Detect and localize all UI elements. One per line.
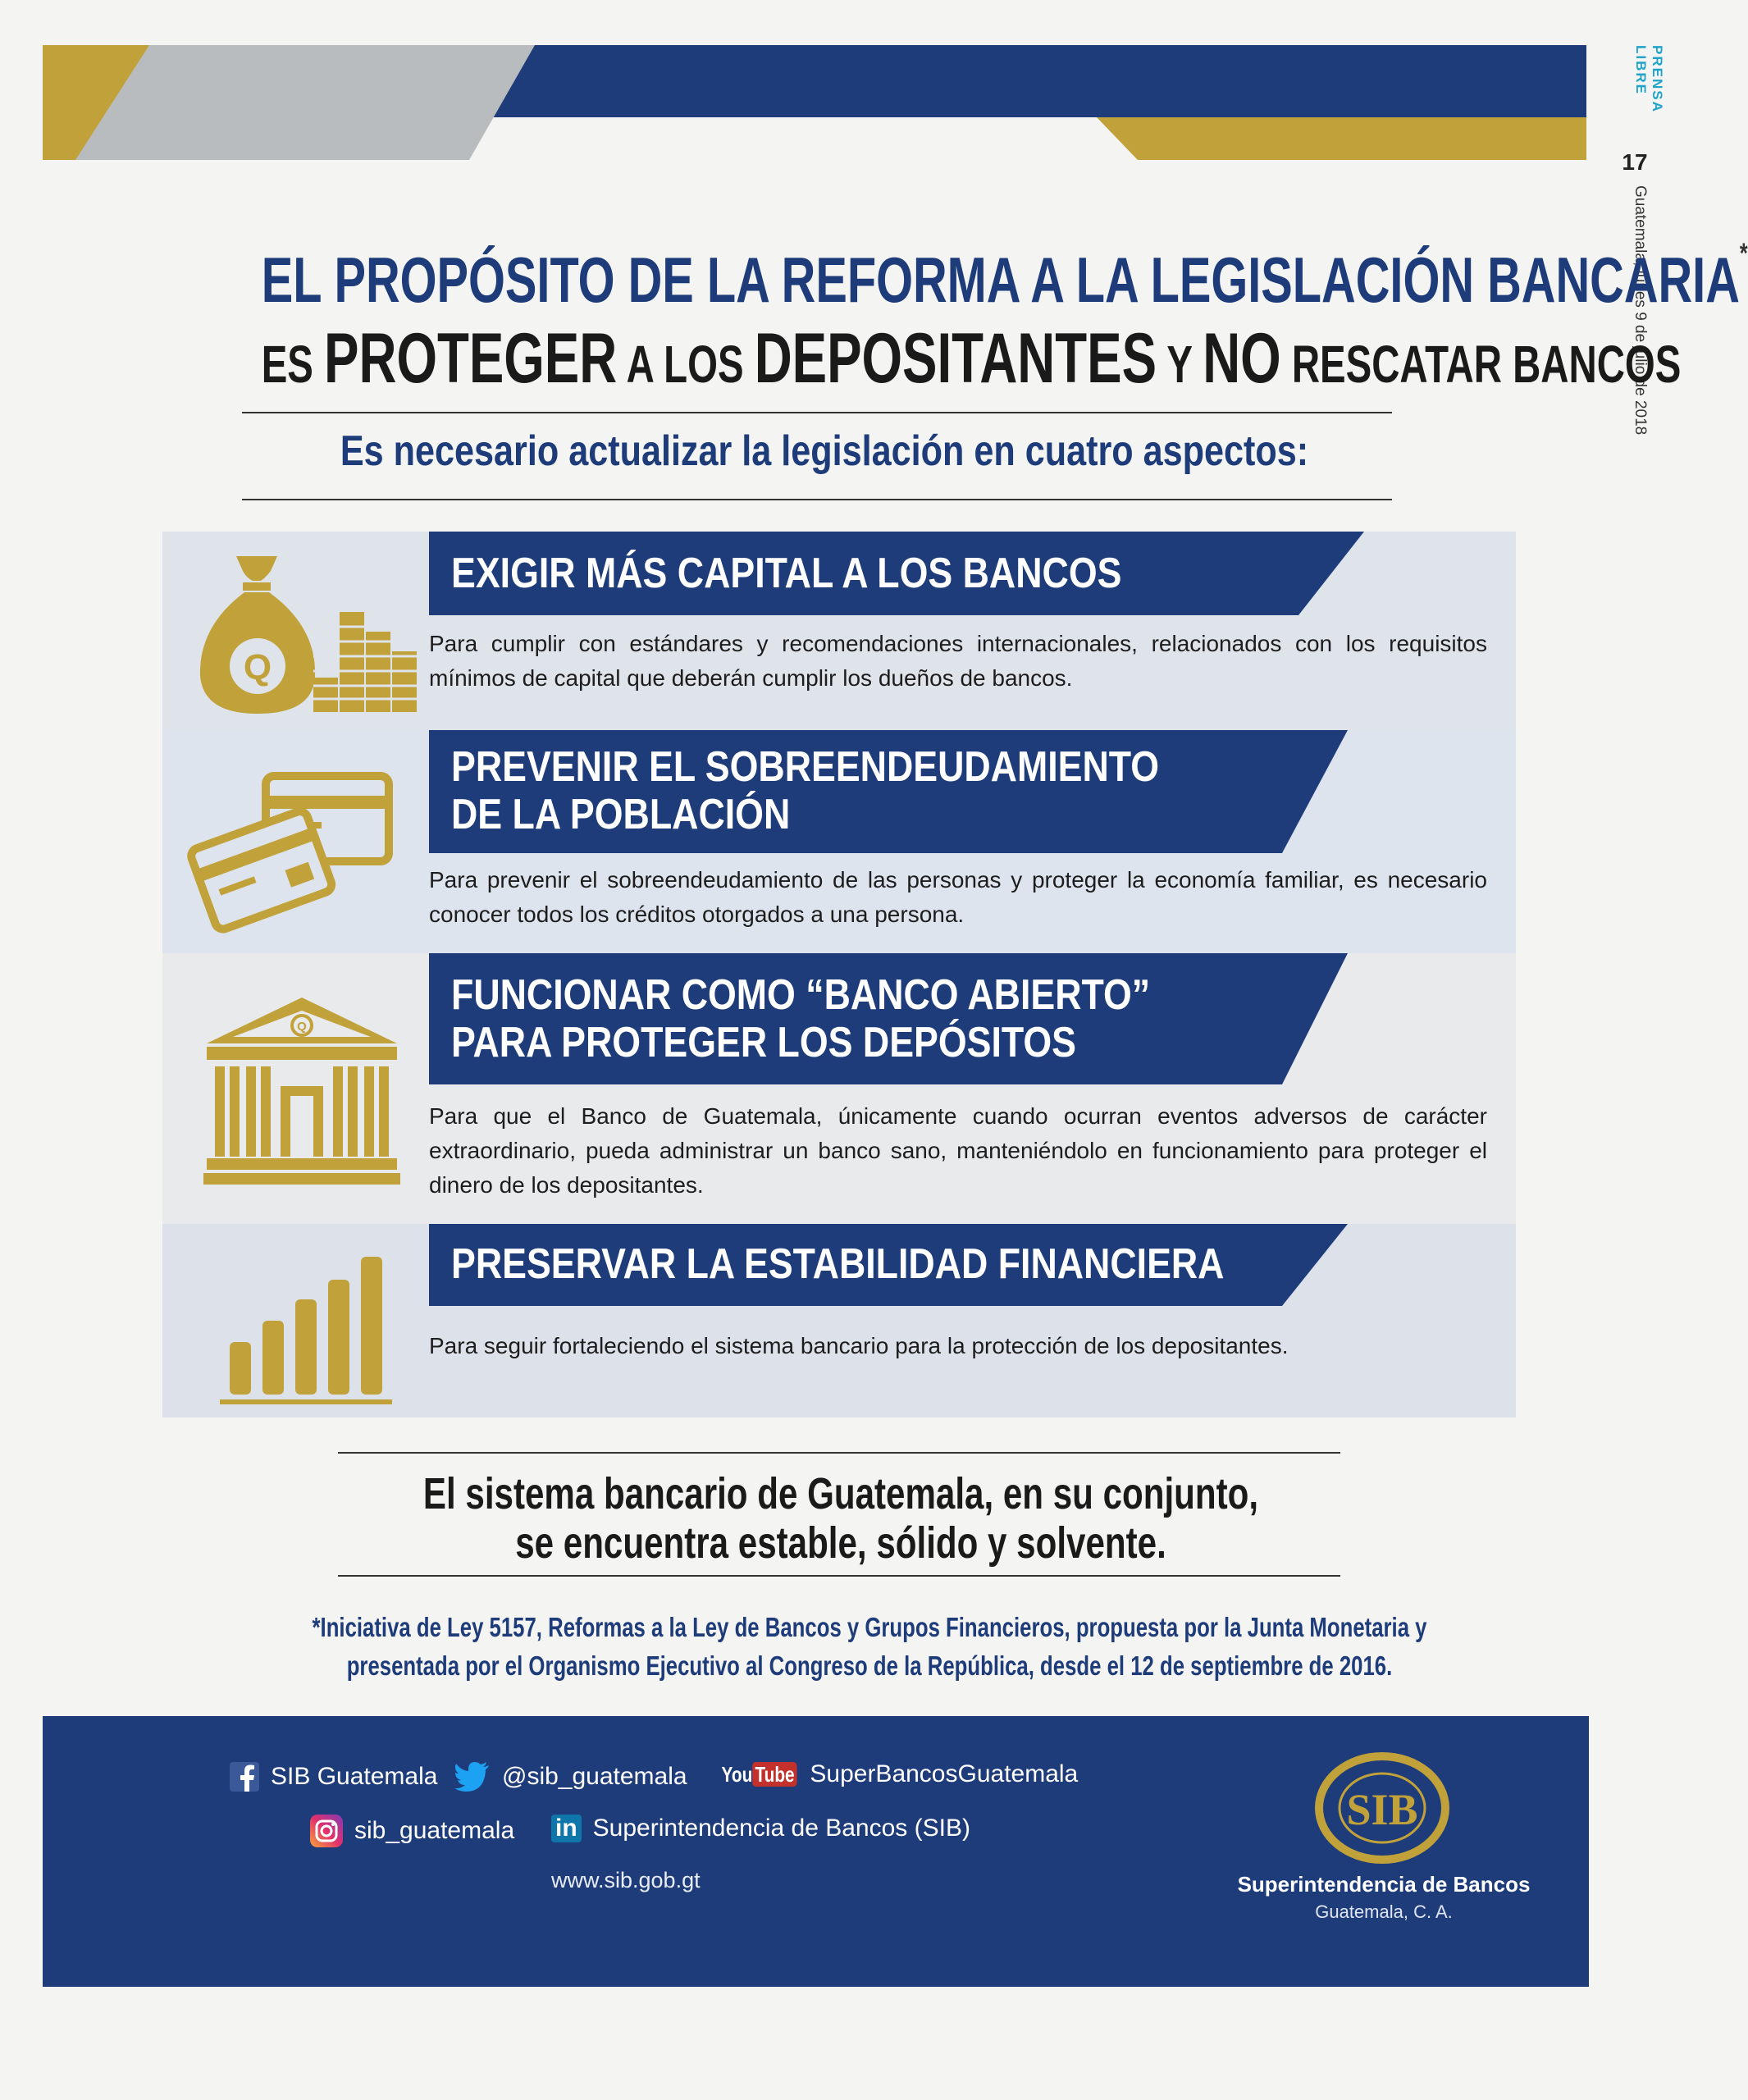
aspect-title: FUNCIONAR COMO “BANCO ABIERTO” bbox=[451, 971, 1151, 1019]
instagram-icon bbox=[310, 1815, 343, 1847]
organization-name: Superintendencia de Bancos bbox=[1237, 1872, 1531, 1897]
svg-text:SIB: SIB bbox=[1346, 1785, 1418, 1834]
money-bag-icon bbox=[185, 553, 423, 717]
youtube-icon: You Tube bbox=[722, 1762, 797, 1787]
headline-line-2: ES PROTEGER A LOS DEPOSITANTES Y NO RESCATAR BANCOS bbox=[261, 319, 1682, 398]
youtube-link[interactable]: You Tube SuperBancosGuatemala bbox=[721, 1760, 1079, 1787]
aspect-panel-open-bank bbox=[162, 953, 1516, 1224]
facebook-icon bbox=[230, 1762, 259, 1792]
aspect-description: Para seguir fortaleciendo el sistema bancario para la protección de los depositantes. bbox=[429, 1333, 1289, 1358]
aspect-description: Para que el Banco de Guatemala, únicamente cuando ocurran eventos adversos de carácter extraordinario, pueda administrar un banco sano, manteniéndolo en funcionamiento para proteger el dinero de los depositantes. bbox=[429, 1103, 1487, 1198]
footnote-line-1: *Iniciativa de Ley 5157, Reformas a la Ley de Bancos y Grupos Financieros, propuesta por la Junta Monetaria y bbox=[312, 1612, 1427, 1642]
top-decorative-banner bbox=[43, 45, 1586, 160]
svg-text:Q: Q bbox=[297, 1020, 307, 1034]
bank-building-icon bbox=[203, 994, 400, 1191]
aspect-title: PARA PROTEGER LOS DEPÓSITOS bbox=[451, 1019, 1077, 1066]
aspect-title: EXIGIR MÁS CAPITAL A LOS BANCOS bbox=[451, 550, 1122, 597]
footnote-line-2: presentada por el Organismo Ejecutivo al Congreso de la República, desde el 12 de septiembre de 2016. bbox=[346, 1650, 1393, 1681]
divider-rule bbox=[338, 1452, 1340, 1454]
headline-line-1: EL PROPÓSITO DE LA REFORMA A LA LEGISLACIÓN BANCARIA* bbox=[261, 238, 1748, 316]
publication-date: Guatemala, lunes 9 de julio de 2018 bbox=[1632, 185, 1649, 436]
facebook-link[interactable]: SIB Guatemala bbox=[230, 1762, 437, 1792]
organization-location: Guatemala, C. A. bbox=[1315, 1901, 1453, 1922]
twitter-icon bbox=[454, 1762, 491, 1792]
subtitle: Es necesario actualizar la legislación en cuatro aspectos: bbox=[340, 427, 1309, 475]
divider-rule bbox=[338, 1575, 1340, 1577]
aspect-description: Para prevenir el sobreendeudamiento de las personas y proteger la economía familiar, es necesario conocer todos los créditos otorgados a una persona. bbox=[429, 867, 1487, 927]
aspect-title: PREVENIR EL SOBREENDEUDAMIENTO bbox=[451, 743, 1160, 791]
divider-rule bbox=[242, 499, 1392, 500]
instagram-link[interactable]: sib_guatemala bbox=[310, 1815, 514, 1847]
website-link[interactable]: www.sib.gob.gt bbox=[551, 1868, 701, 1892]
twitter-link[interactable]: @sib_guatemala bbox=[454, 1762, 687, 1792]
bar-chart-icon bbox=[220, 1252, 392, 1408]
aspect-title: PRESERVAR LA ESTABILIDAD FINANCIERA bbox=[451, 1240, 1225, 1288]
aspect-panel-overindebtedness bbox=[162, 730, 1516, 953]
aspect-title: DE LA POBLACIÓN bbox=[451, 791, 791, 838]
credit-cards-icon bbox=[195, 768, 400, 932]
linkedin-link[interactable]: in Superintendencia de Bancos (SIB) bbox=[551, 1815, 970, 1842]
closing-statement-line-1: El sistema bancario de Guatemala, en su conjunto, bbox=[422, 1469, 1259, 1518]
sib-seal-icon bbox=[1312, 1751, 1452, 1865]
publication-brand: PRENSA LIBRE bbox=[1633, 45, 1665, 113]
aspect-description: Para cumplir con estándares y recomendaciones internacionales, relacionados con los requisitos mínimos de capital que deberán cumplir los dueños de bancos. bbox=[429, 631, 1487, 691]
page-number: 17 bbox=[1622, 149, 1648, 175]
divider-rule bbox=[242, 412, 1392, 413]
linkedin-icon: in bbox=[551, 1815, 582, 1842]
svg-text:Q: Q bbox=[243, 647, 272, 687]
closing-statement-line-2: se encuentra estable, sólido y solvente. bbox=[515, 1518, 1166, 1568]
aspect-panel-financial-stability bbox=[162, 1224, 1516, 1418]
aspect-panel-capital bbox=[162, 532, 1516, 730]
footer-band bbox=[43, 1716, 1589, 1987]
